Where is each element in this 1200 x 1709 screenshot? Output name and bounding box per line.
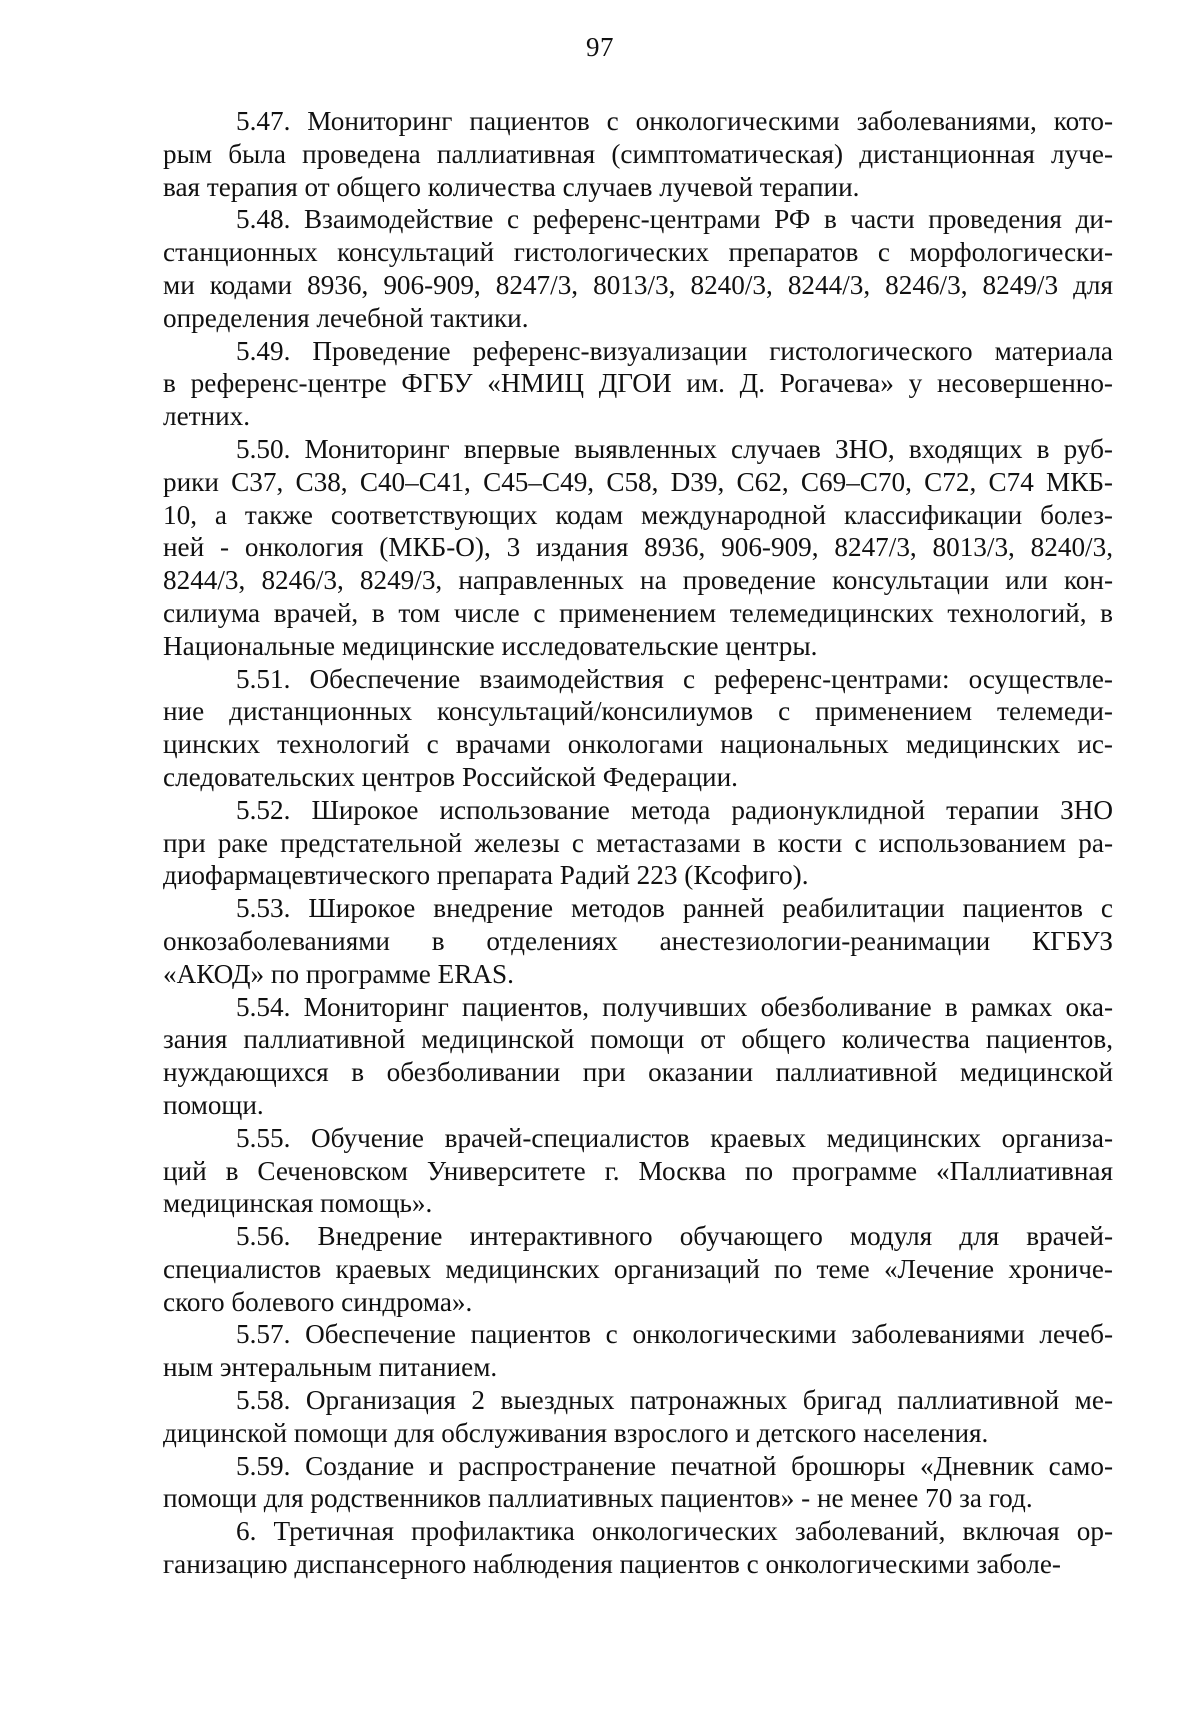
text-line: вая терапия от общего количества случаев лучевой терапии. bbox=[163, 171, 860, 202]
paragraph bbox=[163, 1122, 1113, 1220]
text-line: ние дистанционных консультаций/консилиумов с применением телемеди- bbox=[163, 696, 1113, 727]
text-line: «АКОД» по программе ERAS. bbox=[163, 958, 514, 989]
text-line: цинских технологий с врачами онкологами национальных медицинских ис- bbox=[163, 729, 1113, 760]
text-line: 5.52. Широкое использование метода радионуклидной терапии ЗНО bbox=[236, 794, 1113, 825]
text-line: рым была проведена паллиативная (симптоматическая) дистанционная луче- bbox=[163, 138, 1113, 169]
paragraph bbox=[163, 892, 1113, 990]
text-line: специалистов краевых медицинских организаций по теме «Лечение хрониче- bbox=[163, 1253, 1113, 1284]
text-line: летних. bbox=[163, 401, 251, 432]
paragraph bbox=[163, 335, 1113, 433]
text-line: зания паллиативной медицинской помощи от общего количества пациентов, bbox=[163, 1024, 1113, 1055]
text-line: ганизацию диспансерного наблюдения пациентов с онкологическими заболе- bbox=[163, 1549, 1061, 1580]
text-line: 5.58. Организация 2 выездных патронажных бригад паллиативной ме- bbox=[236, 1385, 1113, 1416]
text-line: 5.49. Проведение референс-визуализации гистологического материала bbox=[236, 335, 1113, 366]
paragraph bbox=[163, 203, 1113, 334]
paragraph bbox=[163, 433, 1113, 663]
text-line: определения лечебной тактики. bbox=[163, 302, 529, 333]
text-line: 5.55. Обучение врачей-специалистов краевых медицинских организа- bbox=[236, 1122, 1113, 1153]
text-line: 8244/3, 8246/3, 8249/3, направленных на проведение консультации или кон- bbox=[163, 565, 1113, 596]
text-line: 10, а также соответствующих кодам международной классификации болез- bbox=[163, 499, 1113, 530]
text-line: станционных консультаций гистологических препаратов с морфологически- bbox=[163, 237, 1113, 268]
paragraph bbox=[163, 1220, 1113, 1318]
paragraph bbox=[163, 1318, 1113, 1384]
text-line: Национальные медицинские исследовательские центры. bbox=[163, 630, 818, 661]
paragraph bbox=[163, 1515, 1113, 1581]
text-line: ным энтеральным питанием. bbox=[163, 1352, 498, 1383]
text-line: дицинской помощи для обслуживания взрослого и детского населения. bbox=[163, 1417, 989, 1448]
text-line: 5.47. Мониторинг пациентов с онкологическими заболеваниями, кото- bbox=[236, 106, 1113, 136]
text-line: следовательских центров Российской Федерации. bbox=[163, 761, 738, 792]
text-line: 5.54. Мониторинг пациентов, получивших обезболивание в рамках ока- bbox=[236, 991, 1113, 1022]
paragraph bbox=[163, 1384, 1113, 1450]
text-line: при раке предстательной железы с метастазами в кости с использованием ра- bbox=[163, 827, 1113, 858]
text-line: помощи. bbox=[163, 1089, 264, 1120]
paragraph bbox=[163, 1450, 1113, 1516]
text-line: 5.50. Мониторинг впервые выявленных случаев ЗНО, входящих в руб- bbox=[236, 433, 1113, 464]
text-line: нуждающихся в обезболивании при оказании паллиативной медицинской bbox=[163, 1057, 1113, 1088]
text-line: медицинская помощь». bbox=[163, 1188, 433, 1219]
text-line: силиума врачей, в том числе с применением телемедицинских технологий, в bbox=[163, 597, 1113, 628]
text-line: 5.57. Обеспечение пациентов с онкологическими заболеваниями лечеб- bbox=[236, 1319, 1113, 1350]
paragraph bbox=[163, 794, 1113, 892]
text-line: ней - онкология (МКБ-О), 3 издания 8936, 906-909, 8247/3, 8013/3, 8240/3, bbox=[163, 532, 1113, 563]
text-line: ми кодами 8936, 906-909, 8247/3, 8013/3, 8240/3, 8244/3, 8246/3, 8249/3 для bbox=[163, 269, 1113, 300]
text-line: рики C37, C38, C40–C41, C45–C49, C58, D39, C62, C69–C70, C72, C74 МКБ- bbox=[163, 466, 1113, 497]
paragraph bbox=[163, 105, 1113, 203]
text-line: 5.51. Обеспечение взаимодействия с референс-центрами: осуществле- bbox=[236, 663, 1113, 694]
text-line: 5.56. Внедрение интерактивного обучающего модуля для врачей- bbox=[236, 1221, 1113, 1252]
text-line: онкозаболеваниями в отделениях анестезиологии-реанимации КГБУЗ bbox=[163, 925, 1113, 956]
text-line: 5.59. Создание и распространение печатной брошюры «Дневник само- bbox=[236, 1450, 1113, 1481]
paragraph bbox=[163, 663, 1113, 794]
text-line: ского болевого синдрома». bbox=[163, 1286, 473, 1317]
document-body bbox=[163, 105, 1113, 1581]
text-line: диофармацевтического препарата Радий 223 (Ксофиго). bbox=[163, 860, 809, 891]
text-line: в референс-центре ФГБУ «НМИЦ ДГОИ им. Д. Рогачева» у несовершенно- bbox=[163, 368, 1113, 399]
text-line: 6. Третичная профилактика онкологических заболеваний, включая ор- bbox=[236, 1516, 1113, 1547]
text-line: 5.53. Широкое внедрение методов ранней реабилитации пациентов с bbox=[236, 893, 1113, 924]
text-line: помощи для родственников паллиативных пациентов» - не менее 70 за год. bbox=[163, 1483, 1033, 1514]
paragraph bbox=[163, 991, 1113, 1122]
text-line: 5.48. Взаимодействие с референс-центрами РФ в части проведения ди- bbox=[236, 204, 1113, 235]
text-line: ций в Сеченовском Университете г. Москва по программе «Паллиативная bbox=[163, 1155, 1113, 1186]
page-number: 97 bbox=[586, 32, 614, 62]
